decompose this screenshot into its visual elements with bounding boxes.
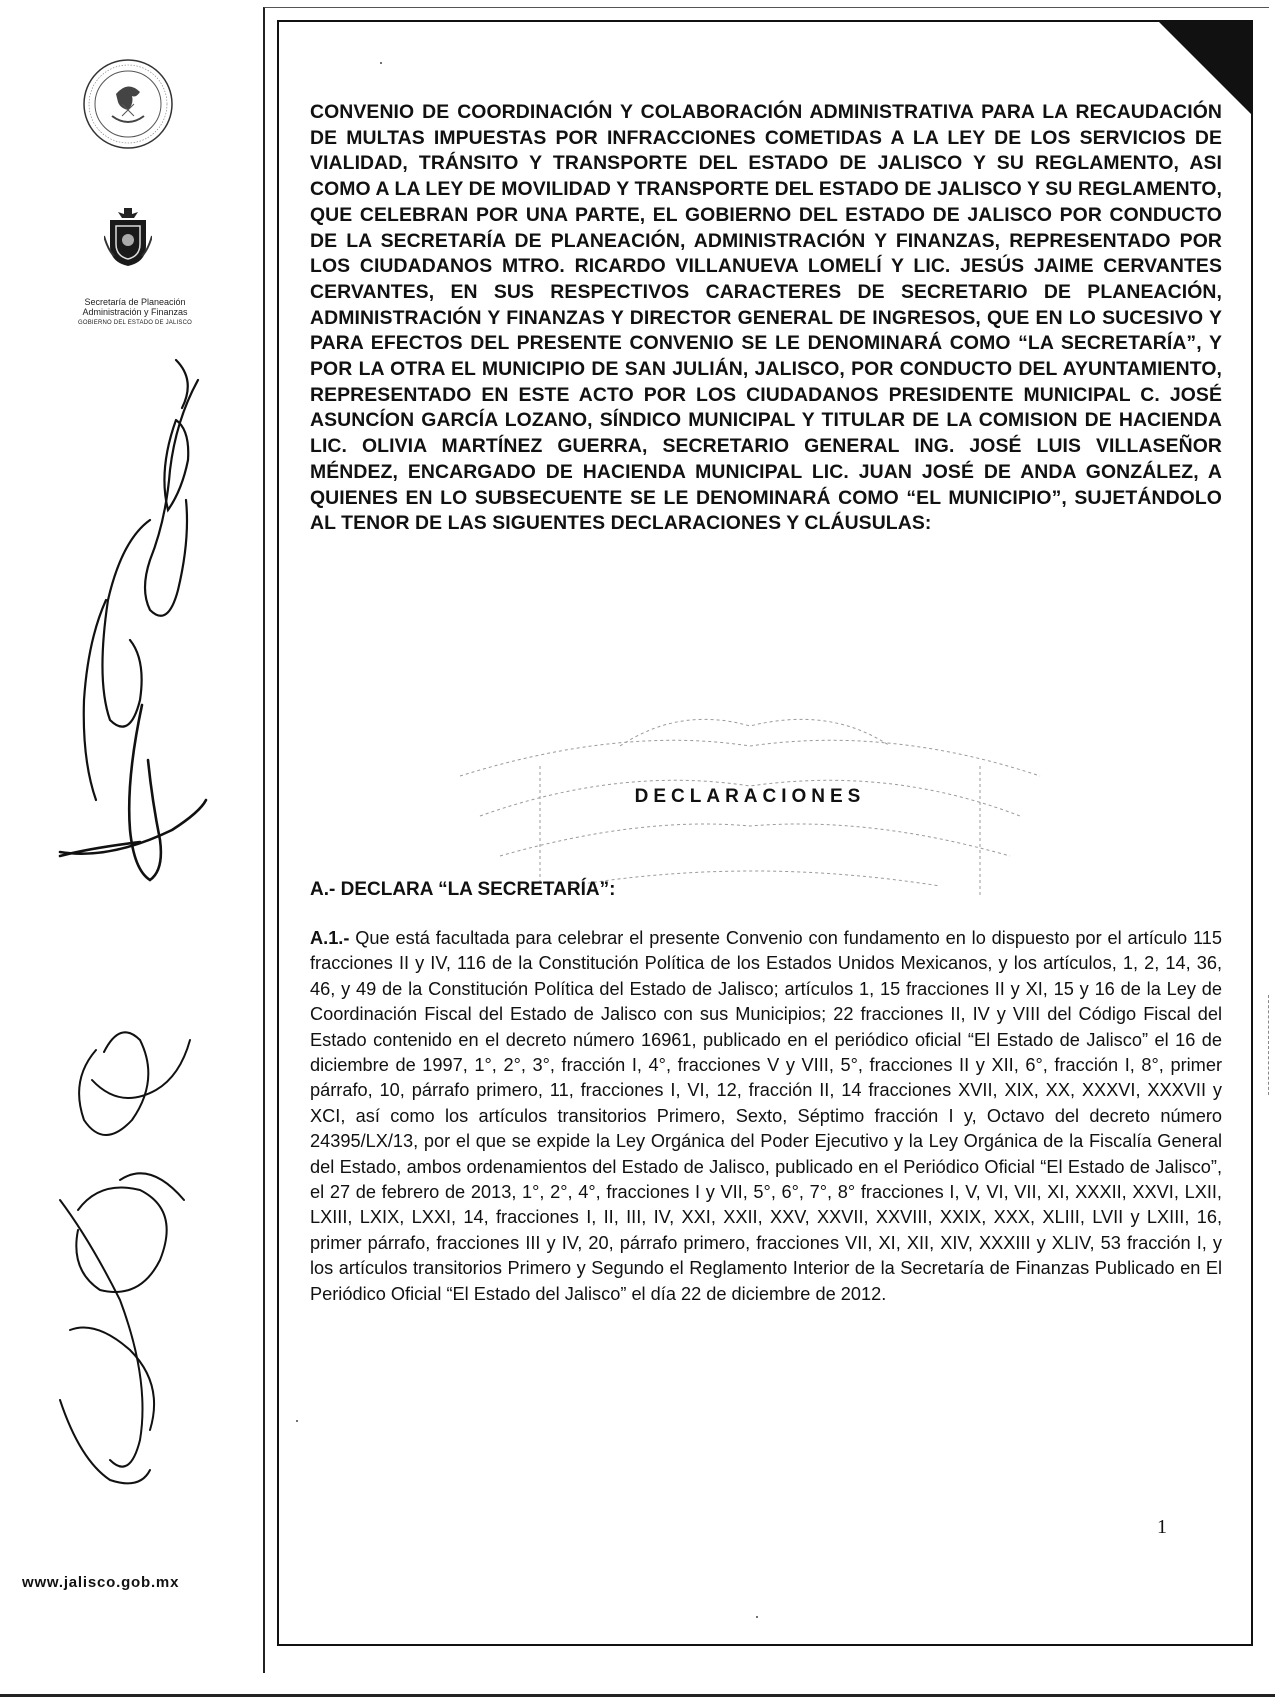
- government-line: GOBIERNO DEL ESTADO DE JALISCO: [77, 320, 193, 326]
- signature-3: [60, 1032, 190, 1483]
- document-body: [310, 100, 1222, 537]
- section-a-heading: A.- DECLARA “LA SECRETARÍA”:: [310, 879, 616, 900]
- clause-a1-text: Que está facultada para celebrar el presente Convenio con fundamento en lo dispuesto por el artículo 115 fracciones II y IV, 116 de la Constitución Política de los Estados Unidos Mexicanos, y los artículos, 1, 2, 14, 36, 46, y 49 de la Constitución Política del Estado de Jalisco; artículos 1, 15 fracciones II y XI, 15 y 16 de la Ley de Coordinación Fiscal del Estado de Jalisco con sus Municipios; 22 fracciones II, IV y VIII del Código Fiscal del Estado contenido en el decreto número 16961, publicado en el periódico oficial “El Estado de Jalisco” el 16 de diciembre de 1997, 1°, 2°, 3°, fracción I, 4°, fracciones V y VIII, 5°, fracciones II y XII, 6°, fracción I, 8°, primer párrafo, 10, párrafo primero, 11, fracciones I, VI, 12, fracción II, 14 fracciones XVII, XIX, XX, XXXVI, XXXVII y XCI, así como los artículos transitorios Primero, Sexto, Séptimo fracción I y, Octavo del decreto número 24395/LX/13, por el que se expide la Ley Orgánica del Poder Ejecutivo y la Ley Orgánica de la Fiscalía General del Estado, ambos ordenamientos del Estado de Jalisco, publicado en el Periódico Oficial “El Estado de Jalisco”, el 27 de febrero de 2013, 1°, 2°, 4°, fracciones I y VII, 5°, 6°, 7°, 8° fracciones I, V, VI, VII, XI, XXXII, XXVI, LXII, LXIII, LXIX, LXXI, 14, fracciones I, II, III, IV, XXI, XXII, XXV, XXVII, XXVIII, XXIX, XXX, XLIII, LVII y LXIII, 16, primer párrafo, fracciones III y IV, 20, párrafo primero, fracciones VII, XI, XII, XIV, XXXIII y XLIV, 53 fracción I, y los artículos transitorios Primero y Segundo el Reglamento Interior de la Secretaría de Finanzas Publicado en El Periódico Oficial “El Estado del Jalisco” el día 22 de diciembre de 2012.: [310, 928, 1222, 1304]
- edge-scan-mark: [1268, 995, 1270, 1095]
- agreement-title: CONVENIO DE COORDINACIÓN Y COLABORACIÓN ADMINISTRATIVA PARA LA RECAUDACIÓN DE MULTAS IMPUESTAS POR INFRACCIONES COMETIDAS A LA LEY DE LOS SERVICIOS DE VIALIDAD, TRÁNSITO Y TRANSPORTE DEL ESTADO DE JALISCO Y SU REGLAMENTO, ASI COMO A LA LEY DE MOVILIDAD Y TRANSPORTE DEL ESTADO DE JALISCO Y SU REGLAMENTO, QUE CELEBRAN POR UNA PARTE, EL GOBIERNO DEL ESTADO DE JALISCO POR CONDUCTO DE LA SECRETARÍA DE PLANEACIÓN, ADMINISTRACIÓN Y FINANZAS, REPRESENTADO POR LOS CIUDADANOS MTRO. RICARDO VILLANUEVA LOMELÍ Y LIC. JESÚS JAIME CERVANTES CERVANTES, EN SUS RESPECTIVOS CARACTERES DE SECRETARIO DE PLANEACIÓN, ADMINISTRACIÓN Y FINANZAS Y DIRECTOR GENERAL DE INGRESOS, QUE EN LO SUCESIVO Y PARA EFECTOS DEL PRESENTE CONVENIO SE LE DENOMINARÁ COMO “LA SECRETARÍA”, Y POR LA OTRA EL MUNICIPIO DE SAN JULIÁN, JALISCO, POR CONDUCTO DEL AYUNTAMIENTO, REPRESENTADO EN ESTE ACTO POR LOS CIUDADANOS PRESIDENTE MUNICIPAL C. JOSÉ ASUNCÍON GARCÍA LOZANO, SÍNDICO MUNICIPAL Y TITULAR DE LA COMISION DE HACIENDA LIC. OLIVIA MARTÍNEZ GUERRA, SECRETARIO GENERAL ING. JOSÉ LUIS VILLASEÑOR MÉNDEZ, ENCARGADO DE HACIENDA MUNICIPAL LIC. JUAN JOSÉ DE ANDA GONZÁLEZ, A QUIENES EN LO SUBSECUENTE SE LE DENOMINARÁ COMO “EL MUNICIPIO”, SUJETÁNDOLO AL TENOR DE LAS SIGUENTES DECLARACIONES Y CLÁUSULAS:: [310, 101, 1222, 535]
- scan-speck: [756, 1616, 758, 1618]
- page-number: 1: [1157, 1516, 1167, 1538]
- bottom-rule: [0, 1694, 1275, 1697]
- website-url: www.jalisco.gob.mx: [22, 1574, 180, 1591]
- scan-speck: [380, 62, 382, 64]
- department-line1: Secretaría de Planeación: [84, 297, 186, 307]
- declarations-heading: DECLARACIONES: [634, 786, 866, 807]
- signature-1: [84, 360, 198, 800]
- margin-signatures: [0, 0, 262, 1705]
- department-line2: Administración y Finanzas: [82, 307, 188, 317]
- left-margin: [0, 0, 262, 1705]
- clause-a1: [310, 926, 1222, 1307]
- clause-a1-label: A.1.-: [310, 928, 350, 948]
- scan-speck: [296, 1420, 298, 1422]
- signature-2: [60, 705, 206, 880]
- declarations-section-header: [590, 786, 910, 808]
